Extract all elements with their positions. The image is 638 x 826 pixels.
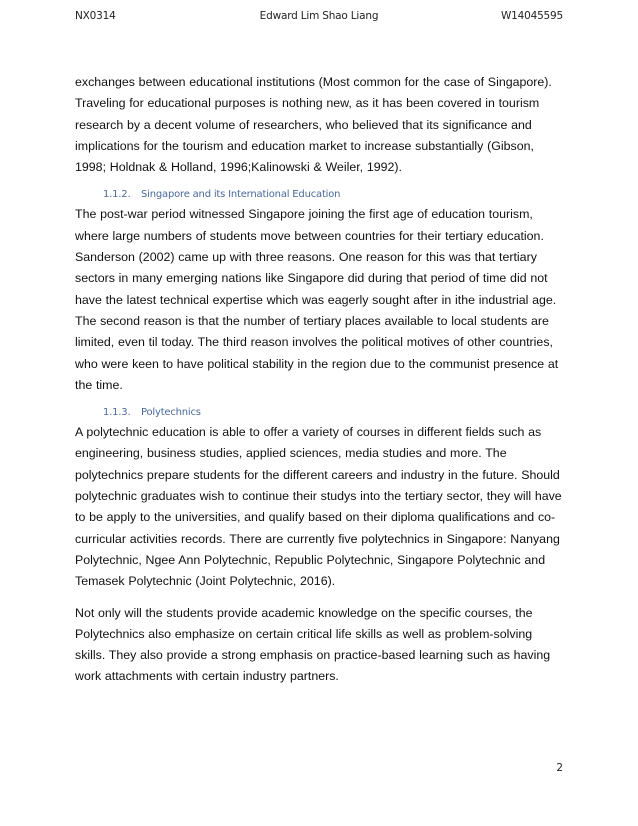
header-author: Edward Lim Shao Liang [259, 10, 379, 22]
section-number: 1.1.2. [103, 189, 131, 201]
paragraph-post-war: The post-war period witnessed Singapore joining the first age of education tourism, where large numbers of students move between countries for their tertiary education. Sanderson (2002) came up with three reasons. One reason for this was that tertiary sectors in many emerging nations like Singapore did during that period of time did not have the latest technical expertise which was eagerly sought after in ithe industrial age. The second reason is that the number of tertiary places available to local students are limited, even til today. The third reason involves the political motives of other countries, who were keen to have political stability in the region due to the communist presence at the time. [75, 207, 559, 392]
header-course-code: NX0314 [75, 10, 116, 22]
section-title: Singapore and its International Education [141, 189, 341, 201]
paragraph-education-exchanges: exchanges between educational institutions (Most common for the case of Singapore). Traveling for educational purposes is nothing new, as it has been covered in tourism research by a decent volume of researchers, who believed that its significance and implications for the tourism and education market to increase substantially (Gibson, 1998; Holdnak & Holland, 1996;Kalinowski & Weiler, 1992). [75, 75, 552, 175]
header-student-id: W14045595 [500, 10, 563, 22]
section-heading-1-1-2 [103, 188, 565, 202]
section-heading-1-1-3 [103, 406, 565, 420]
paragraph-polytechnic-education: A polytechnic education is able to offer a variety of courses in different fields such as engineering, business studies, applied sciences, media studies and more. The polytechnics prepare students for the different careers and industry in the future. Should polytechnic graduates wish to continue their studys into the tertiary sector, they will have to be apply to the universities, and qualify based on their diploma qualifications and co-curricular activities records. There are currently five polytechnics in Singapore: Nanyang Polytechnic, Ngee Ann Polytechnic, Republic Polytechnic, Singapore Polytechnic and Temasek Polytechnic (Joint Polytechnic, 2016). [75, 425, 562, 589]
page-number: 2 [556, 762, 563, 774]
section-number: 1.1.3. [103, 407, 131, 419]
document-body [75, 72, 565, 688]
section-title: Polytechnics [141, 407, 201, 419]
paragraph-life-skills: Not only will the students provide academic knowledge on the specific courses, the Polytechnics also emphasize on certain critical life skills as well as problem-solving skills. They also provide a strong emphasis on practice-based learning such as having work attachments with certain industry partners. [75, 605, 551, 684]
